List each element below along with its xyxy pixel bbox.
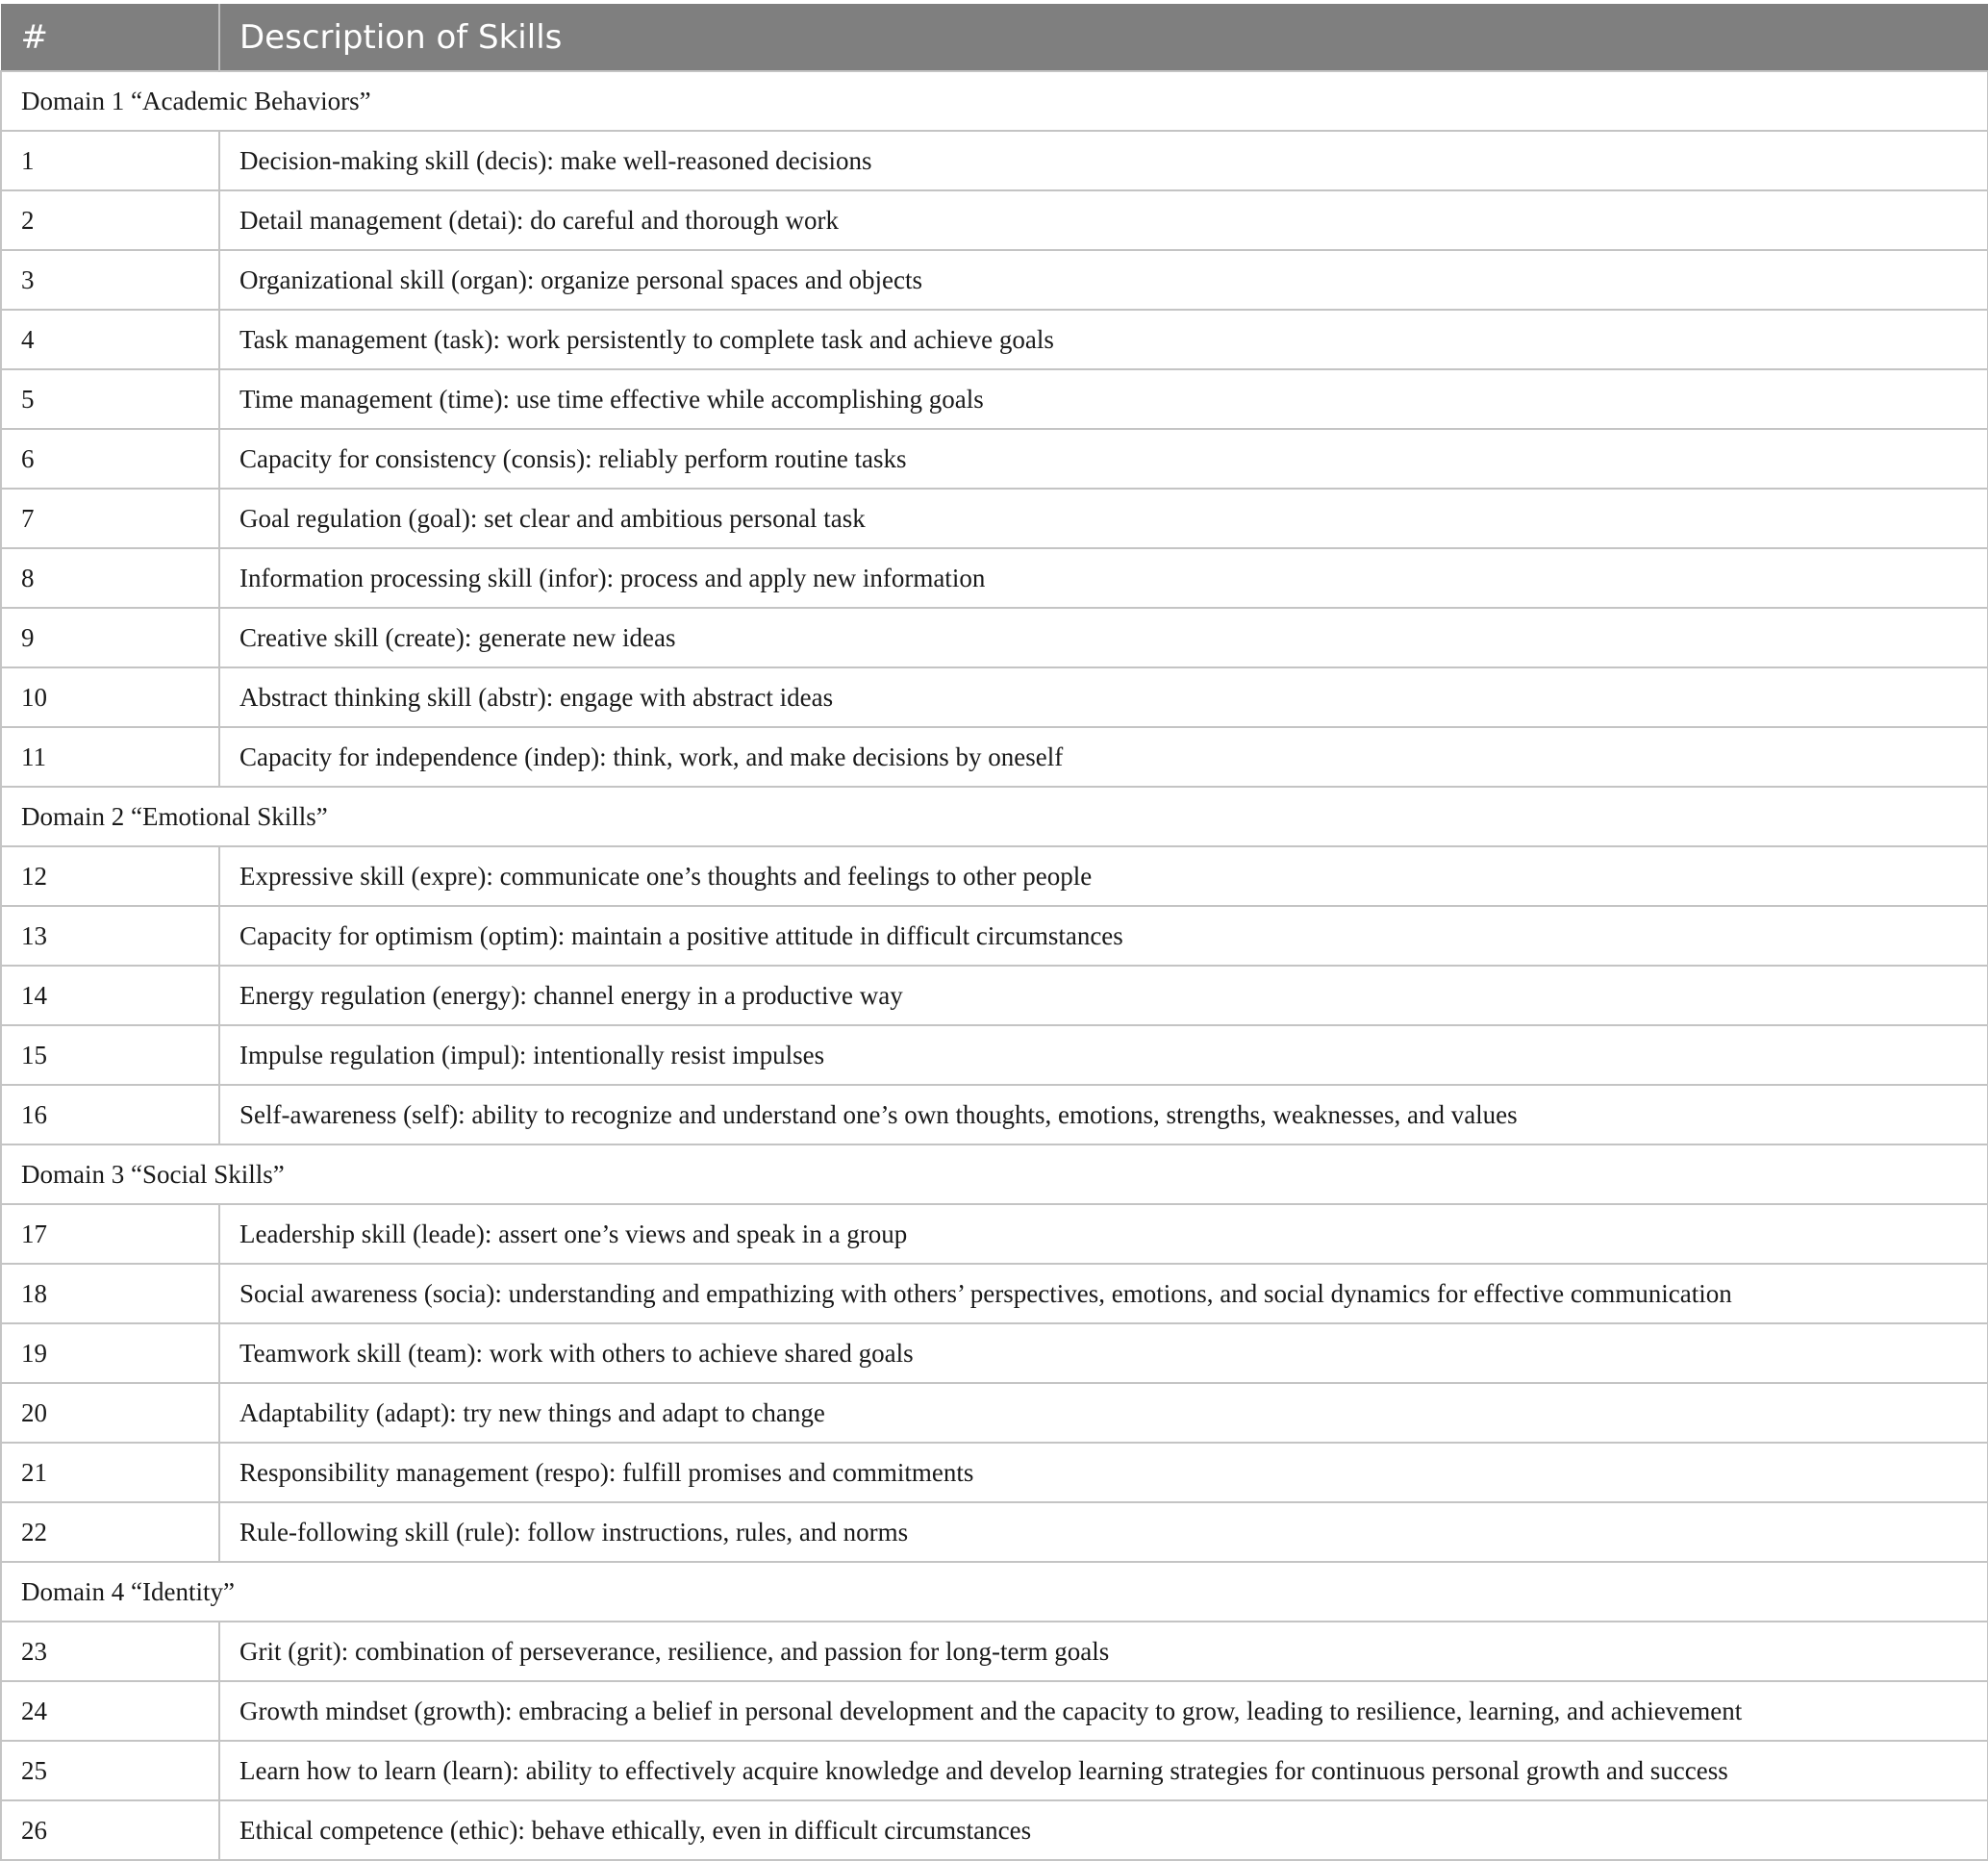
domain-heading: Domain 4 “Identity” [1,1562,1988,1622]
table-row [1,906,1988,966]
skill-number-cell: 10 [1,667,219,727]
skill-description-cell: Creative skill (create): generate new ideas [219,608,1988,667]
skill-number-cell: 23 [1,1622,219,1681]
skill-description-cell: Responsibility management (respo): fulfill promises and commitments [219,1443,1988,1502]
skill-number-cell: 4 [1,310,219,369]
skill-number-cell: 17 [1,1204,219,1264]
skill-number-cell: 16 [1,1085,219,1144]
skill-description-cell: Capacity for independence (indep): think, work, and make decisions by oneself [219,727,1988,787]
table-row [1,966,1988,1025]
table-row [1,429,1988,489]
skill-number-cell: 2 [1,190,219,250]
table-row [1,548,1988,608]
skill-number-cell: 15 [1,1025,219,1085]
skill-description-cell: Leadership skill (leade): assert one’s views and speak in a group [219,1204,1988,1264]
column-header-number: # [1,5,219,72]
skill-description-cell: Rule-following skill (rule): follow instructions, rules, and norms [219,1502,1988,1562]
column-header-description: Description of Skills [219,5,1988,72]
skill-number-cell: 5 [1,369,219,429]
skill-number-cell: 18 [1,1264,219,1323]
skill-number-cell: 9 [1,608,219,667]
domain-row [1,1144,1988,1204]
skill-description-cell: Expressive skill (expre): communicate one’s thoughts and feelings to other people [219,846,1988,906]
skill-description-cell: Social awareness (socia): understanding and empathizing with others’ perspectives, emotions, and social dynamics for effective communication [219,1264,1988,1323]
skill-description-cell: Information processing skill (infor): process and apply new information [219,548,1988,608]
table-row [1,1383,1988,1443]
skill-number-cell: 20 [1,1383,219,1443]
table-row [1,250,1988,310]
domain-row [1,1562,1988,1622]
skill-description-cell: Ethical competence (ethic): behave ethically, even in difficult circumstances [219,1800,1988,1860]
table-row [1,1085,1988,1144]
domain-row [1,71,1988,131]
skill-description-cell: Teamwork skill (team): work with others to achieve shared goals [219,1323,1988,1383]
skill-description-cell: Capacity for consistency (consis): reliably perform routine tasks [219,429,1988,489]
skill-description-cell: Detail management (detai): do careful and thorough work [219,190,1988,250]
skill-description-cell: Adaptability (adapt): try new things and adapt to change [219,1383,1988,1443]
table-row [1,1622,1988,1681]
skill-description-cell: Organizational skill (organ): organize personal spaces and objects [219,250,1988,310]
table-row [1,1741,1988,1800]
skill-description-cell: Impulse regulation (impul): intentionally resist impulses [219,1025,1988,1085]
table-row [1,489,1988,548]
domain-heading: Domain 1 “Academic Behaviors” [1,71,1988,131]
skill-description-cell: Learn how to learn (learn): ability to effectively acquire knowledge and develop learning strategies for continuous personal growth and success [219,1741,1988,1800]
skill-number-cell: 11 [1,727,219,787]
skill-number-cell: 24 [1,1681,219,1741]
table-row [1,310,1988,369]
skill-description-cell: Energy regulation (energy): channel energy in a productive way [219,966,1988,1025]
table-row [1,190,1988,250]
table-row [1,727,1988,787]
table-row [1,1502,1988,1562]
table-row [1,1800,1988,1860]
domain-heading: Domain 3 “Social Skills” [1,1144,1988,1204]
table-row [1,846,1988,906]
skill-number-cell: 13 [1,906,219,966]
skill-number-cell: 21 [1,1443,219,1502]
skill-number-cell: 7 [1,489,219,548]
skill-number-cell: 3 [1,250,219,310]
skills-table [0,4,1988,1861]
domain-row [1,787,1988,846]
table-row [1,131,1988,190]
skill-number-cell: 1 [1,131,219,190]
skill-description-cell: Grit (grit): combination of perseverance, resilience, and passion for long-term goals [219,1622,1988,1681]
skill-description-cell: Abstract thinking skill (abstr): engage with abstract ideas [219,667,1988,727]
table-row [1,1264,1988,1323]
skill-description-cell: Capacity for optimism (optim): maintain a positive attitude in difficult circumstances [219,906,1988,966]
table-row [1,369,1988,429]
skill-description-cell: Task management (task): work persistently to complete task and achieve goals [219,310,1988,369]
table-row [1,1204,1988,1264]
table-row [1,667,1988,727]
skill-description-cell: Time management (time): use time effective while accomplishing goals [219,369,1988,429]
skill-number-cell: 19 [1,1323,219,1383]
skill-description-cell: Growth mindset (growth): embracing a belief in personal development and the capacity to grow, leading to resilience, learning, and achievement [219,1681,1988,1741]
skill-number-cell: 12 [1,846,219,906]
skill-number-cell: 25 [1,1741,219,1800]
skill-number-cell: 22 [1,1502,219,1562]
domain-heading: Domain 2 “Emotional Skills” [1,787,1988,846]
table-row [1,1443,1988,1502]
skill-number-cell: 26 [1,1800,219,1860]
table-row [1,1681,1988,1741]
skill-number-cell: 14 [1,966,219,1025]
table-row [1,1323,1988,1383]
skills-table-container [0,4,1987,1861]
table-row [1,608,1988,667]
table-body [1,71,1988,1860]
header-row [1,5,1988,72]
skill-description-cell: Goal regulation (goal): set clear and ambitious personal task [219,489,1988,548]
skill-description-cell: Self-awareness (self): ability to recognize and understand one’s own thoughts, emotions, strengths, weaknesses, and values [219,1085,1988,1144]
skill-number-cell: 6 [1,429,219,489]
table-header [1,5,1988,72]
skill-number-cell: 8 [1,548,219,608]
table-row [1,1025,1988,1085]
skill-description-cell: Decision-making skill (decis): make well-reasoned decisions [219,131,1988,190]
